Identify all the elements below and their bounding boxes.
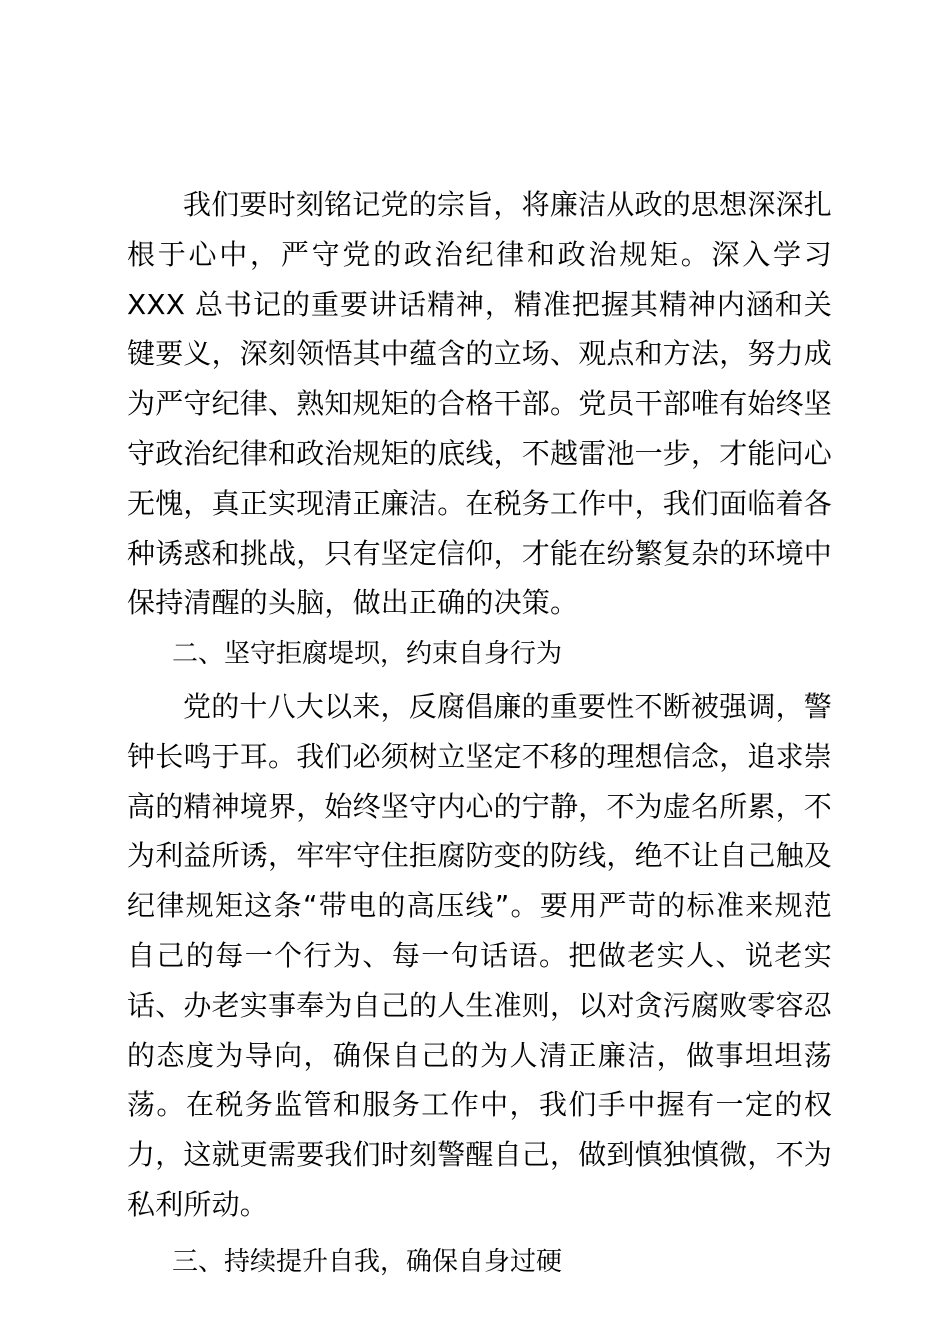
document-body (127, 180, 832, 1288)
paragraph-party-purpose: 我们要时刻铭记党的宗旨，将廉洁从政的思想深深扎根于心中，严守党的政治纪律和政治规矩。深入学习 XXX 总书记的重要讲话精神，精准把握其精神内涵和关键要义，深刻领悟其中蕴含的立场、观点和方法，努力成为严守纪律、熟知规矩的合格干部。党员干部唯有始终坚守政治纪律和政治规矩的底线，不越雷池一步，才能问心无愧，真正实现清正廉洁。在税务工作中，我们面临着各种诱惑和挑战，只有坚定信仰，才能在纷繁复杂的环境中保持清醒的头脑，做出正确的决策。 (127, 188, 833, 620)
section-heading-3: 三、持续提升自我，确保自身过硬 (172, 1246, 563, 1277)
section-heading-2: 二、坚守拒腐堤坝，约束自身行为 (172, 639, 563, 670)
paragraph-anti-corruption: 党的十八大以来，反腐倡廉的重要性不断被强调，警钟长鸣于耳。我们必须树立坚定不移的理想信念，追求崇高的精神境界，始终坚守内心的宁静，不为虚名所累，不为利益所诱，牢牢守住拒腐防变的防线，绝不让自己触及纪律规矩这条“带电的高压线”。要用严苛的标准来规范自己的每一个行为、每一句话语。把做老实人、说老实话、办老实事奉为自己的人生准则，以对贪污腐败零容忍的态度为导向，确保自己的为人清正廉洁，做事坦坦荡荡。在税务监管和服务工作中，我们手中握有一定的权力，这就更需要我们时刻警醒自己，做到慎独慎微，不为私利所动。 (127, 689, 833, 1221)
